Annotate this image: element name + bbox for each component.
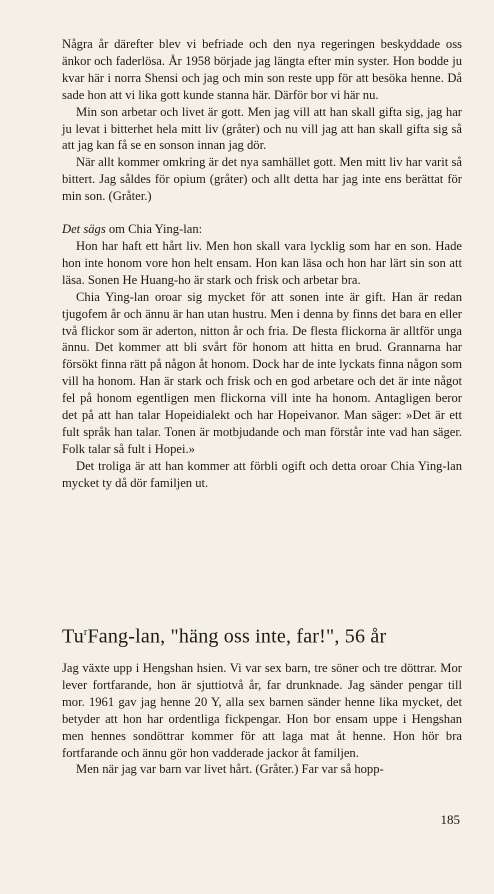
paragraph: Några år därefter blev vi befriade och den nya regeringen beskyddade oss änkor och faderlösa. År 1958 började jag längta efter min syster. Hon bodde ju kvar här i norra Shensi och jag och min son reste upp för att besöka henne. Då sade hon att vi lika gott kunde stanna här. Därför bor vi här nu.: [62, 37, 462, 102]
said-intro: [62, 221, 462, 238]
chapter-title-quote: "häng oss inte, far!", 56 år: [170, 625, 387, 648]
chapter-title-name-a: Tu: [62, 625, 84, 648]
paragraph: Men när jag var barn var livet hårt. (Gråter.) Far var så hopp-: [76, 762, 384, 777]
paragraph: Chia Ying-lan oroar sig mycket för att sonen inte är gift. Han är redan tjugofem år och ännu är han utan hustru. Men i denna by finns det bara en eller två flickor som är aderton, nitton år och fria. De flesta flickorna är alltför unga ännu. Det kommer att bli svårt för honom att hitta en brud. Grannarna har försökt finna rätt på någon åt honom. Dock har de inte lyckats finna någon som vill ha honom. Han är stark och frisk och en god arbetare och det är inte något fel på honom egentligen men flickorna vill inte ha honom. Antagligen beror det på att han talar Hopeidialekt och har Hopeivanor. Man säger: »Det är ett fult språk han talar. Tonen är motbjudande och man förstår inte vad han säger. Folk talar så fult i Hopei.»: [62, 289, 462, 456]
tone-mark: r: [83, 627, 88, 638]
page-number: 185: [440, 812, 460, 827]
paragraph: Min son arbetar och livet är gott. Men jag vill att han skall gifta sig, jag har ju levat i bitterhet hela mitt liv (gråter) och nu vill jag att han skall gifta sig så att jag kan få se en sonson innan jag dör.: [62, 104, 462, 153]
said-intro-italic: Det sägs: [62, 222, 106, 237]
chapter-title-name-b: Fang-lan,: [87, 625, 171, 648]
paragraph: När allt kommer omkring är det nya samhället gott. Men mitt liv har varit så bittert. Jag såldes för opium (gråter) och allt detta har jag inte ens berättat för min son. (Gråter.): [62, 155, 462, 204]
paragraph: Det troliga är att han kommer att förbli ogift och detta oroar Chia Ying-lan mycket ty då dör familjen ut.: [62, 458, 462, 490]
main-text: [62, 36, 462, 492]
paragraph: Hon har haft ett hårt liv. Men hon skall vara lycklig som har en son. Hade hon inte honom vore hon helt ensam. Hon kan läsa och hon har lärt sin son att läsa. Sonen He Huang-ho är stark och frisk och arbetar bra.: [62, 238, 462, 287]
chapter-body: [62, 660, 462, 778]
said-intro-rest: om Chia Ying-lan:: [105, 222, 203, 237]
section-gap: [62, 205, 462, 221]
chapter-title: [62, 620, 462, 650]
paragraph: Jag växte upp i Hengshan hsien. Vi var sex barn, tre söner och tre döttrar. Mor lever fortfarande, hon är sjuttiotvå år, far drunknade. Jag sänder pengar till mor. 1961 gav jag henne 20 Y, alla sex barnen sänder henne lika mycket, det betyder att hon har ordentliga fickpengar. Hon bor ensam uppe i Hengshan men hennes sondöttrar kommer för att laga mat åt henne. Hon hör bra fortfarande och ännu gör hon vadderade jackor åt familjen.: [62, 661, 462, 760]
